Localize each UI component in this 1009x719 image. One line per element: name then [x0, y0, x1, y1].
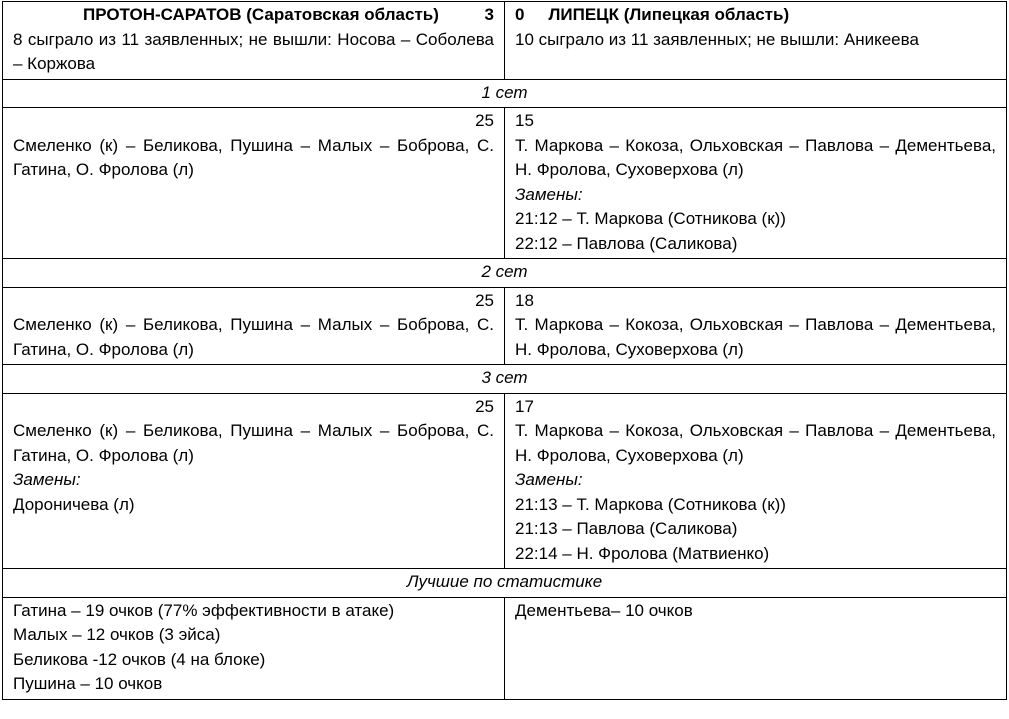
- away-best-cell: [505, 597, 1007, 699]
- home-best-item: Пушина – 10 очков: [13, 674, 163, 693]
- match-report-table: [2, 1, 1007, 700]
- set-title: 3 сет: [3, 365, 1007, 394]
- home-set-cell: [3, 393, 505, 569]
- home-sub-item: Дороничева (л): [13, 494, 135, 514]
- away-team-name: ЛИПЕЦК (Липецкая область): [548, 5, 790, 24]
- best-title-row: [3, 569, 1007, 598]
- away-set-cell: [505, 393, 1007, 569]
- away-subs-label: Замены:: [515, 184, 583, 204]
- home-set-points: 25: [475, 111, 494, 130]
- home-team-cell: [3, 2, 505, 80]
- set-row: [3, 393, 1007, 569]
- away-lineup: Т. Маркова – Кокоза, Ольховская – Павлова – Дементьева, Н. Фролова, Суховерхова (л): [515, 421, 996, 465]
- set-row: [3, 287, 1007, 365]
- home-lineup: Смеленко (к) – Беликова, Пушина – Малых – Боброва, С. Гатина, О. Фролова (л): [13, 135, 494, 179]
- home-score: 3: [484, 5, 494, 24]
- away-roster: 10 сыграло из 11 заявленных; не вышли: Аникеева: [515, 29, 919, 49]
- away-lineup: Т. Маркова – Кокоза, Ольховская – Павлова – Дементьева, Н. Фролова, Суховерхова (л): [515, 315, 996, 359]
- set-title: 2 сет: [3, 259, 1007, 288]
- home-best-item: Малых – 12 очков (3 эйса): [13, 625, 221, 644]
- home-best-cell: [3, 597, 505, 699]
- away-set-cell: [505, 287, 1007, 365]
- away-set-cell: [505, 108, 1007, 259]
- home-subs-label: Замены:: [13, 470, 81, 489]
- home-best-item: Гатина – 19 очков (77% эффективности в атаке): [13, 600, 395, 620]
- away-sub-item: 22:14 – Н. Фролова (Матвиенко): [515, 543, 770, 563]
- away-set-points: 17: [515, 396, 534, 416]
- away-team-header: [515, 3, 996, 28]
- away-subs-label: Замены:: [515, 470, 583, 489]
- home-set-points: 25: [475, 290, 494, 310]
- away-sub-item: 21:12 – Т. Маркова (Сотникова (к)): [515, 209, 786, 228]
- away-team-cell: [505, 2, 1007, 80]
- home-lineup: Смеленко (к) – Беликова, Пушина – Малых – Боброва, С. Гатина, О. Фролова (л): [13, 315, 494, 359]
- away-set-points: 18: [515, 290, 534, 310]
- away-score: 0: [515, 5, 525, 24]
- home-set-cell: [3, 108, 505, 259]
- set-title: 1 сет: [3, 79, 1007, 108]
- away-sub-item: 22:12 – Павлова (Саликова): [515, 233, 738, 253]
- home-best-item: Беликова -12 очков (4 на блоке): [13, 649, 266, 669]
- best-row: [3, 597, 1007, 699]
- set-row: [3, 108, 1007, 259]
- home-team-name: ПРОТОН-САРАТОВ (Саратовская область): [83, 5, 439, 24]
- away-sub-item: 21:13 – Павлова (Саликова): [515, 519, 738, 538]
- home-lineup: Смеленко (к) – Беликова, Пушина – Малых – Боброва, С. Гатина, О. Фролова (л): [13, 421, 494, 465]
- away-set-points: 15: [515, 111, 534, 130]
- best-title: Лучшие по статистике: [3, 569, 1007, 598]
- set-title-row: [3, 79, 1007, 108]
- set-title-row: [3, 365, 1007, 394]
- set-title-row: [3, 259, 1007, 288]
- home-set-points: 25: [475, 396, 494, 416]
- home-team-header: [13, 3, 494, 28]
- away-sub-item: 21:13 – Т. Маркова (Сотникова (к)): [515, 494, 786, 514]
- home-set-cell: [3, 287, 505, 365]
- away-best-item: Дементьева– 10 очков: [515, 600, 693, 620]
- home-roster: 8 сыграло из 11 заявленных; не вышли: Носова – Соболева – Коржова: [13, 29, 494, 73]
- away-lineup: Т. Маркова – Кокоза, Ольховская – Павлова – Дементьева, Н. Фролова, Суховерхова (л): [515, 135, 996, 179]
- teams-header-row: [3, 2, 1007, 80]
